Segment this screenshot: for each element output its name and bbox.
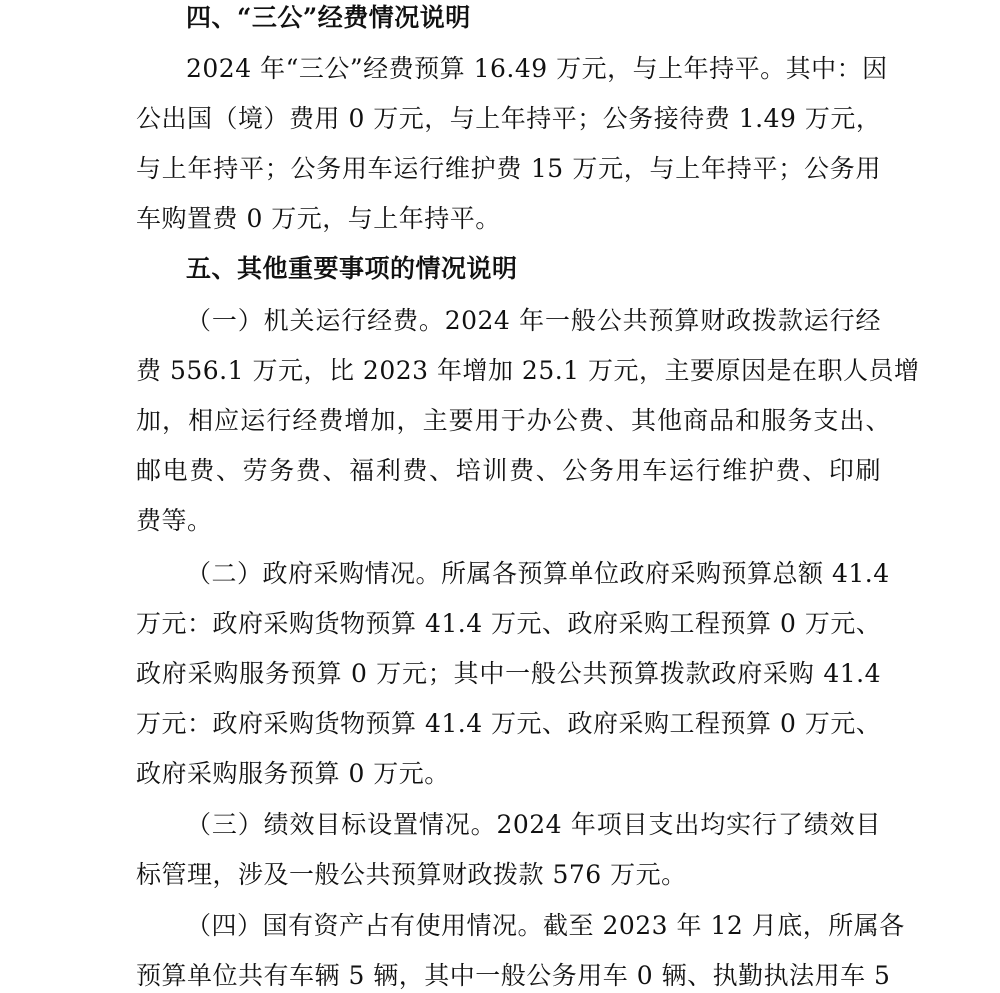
item-two-line-1: （二）政府采购情况。所属各预算单位政府采购预算总额 41.4 <box>186 559 890 588</box>
item-one-line-1: （一）机关运行经费。2024 年一般公共预算财政拨款运行经 <box>186 306 881 335</box>
section-four-line-2: 公出国（境）费用 0 万元，与上年持平；公务接待费 1.49 万元， <box>136 104 882 133</box>
item-one-line-5: 费等。 <box>136 506 213 535</box>
section-four-line-1: 2024 年“三公”经费预算 16.49 万元，与上年持平。其中：因 <box>186 54 888 83</box>
section-four-line-3: 与上年持平；公务用车运行维护费 15 万元，与上年持平；公务用 <box>136 154 881 183</box>
item-two-line-4: 万元：政府采购货物预算 41.4 万元、政府采购工程预算 0 万元、 <box>136 709 882 738</box>
item-one-line-2: 费 556.1 万元，比 2023 年增加 25.1 万元，主要原因是在职人员增 <box>136 356 920 385</box>
item-three-line-1: （三）绩效目标设置情况。2024 年项目支出均实行了绩效目 <box>186 810 881 839</box>
item-three-line-2: 标管理，涉及一般公共预算财政拨款 576 万元。 <box>136 860 687 889</box>
section-five-heading: 五、其他重要事项的情况说明 <box>186 254 518 283</box>
item-four-line-2: 预算单位共有车辆 5 辆，其中一般公务用车 0 辆、执勤执法用车 5 <box>136 961 891 990</box>
item-one-line-3: 加，相应运行经费增加，主要用于办公费、其他商品和服务支出、 <box>136 406 891 435</box>
item-two-line-2: 万元：政府采购货物预算 41.4 万元、政府采购工程预算 0 万元、 <box>136 609 882 638</box>
item-one-line-4: 邮电费、劳务费、福利费、培训费、公务用车运行维护费、印刷 <box>136 456 881 485</box>
item-two-line-5: 政府采购服务预算 0 万元。 <box>136 759 450 788</box>
item-four-line-1: （四）国有资产占有使用情况。截至 2023 年 12 月底，所属各 <box>186 911 905 940</box>
section-four-heading: 四、“三公”经费情况说明 <box>186 3 471 32</box>
item-two-line-3: 政府采购服务预算 0 万元；其中一般公共预算拨款政府采购 41.4 <box>136 659 881 688</box>
section-four-line-4: 车购置费 0 万元，与上年持平。 <box>136 204 501 233</box>
